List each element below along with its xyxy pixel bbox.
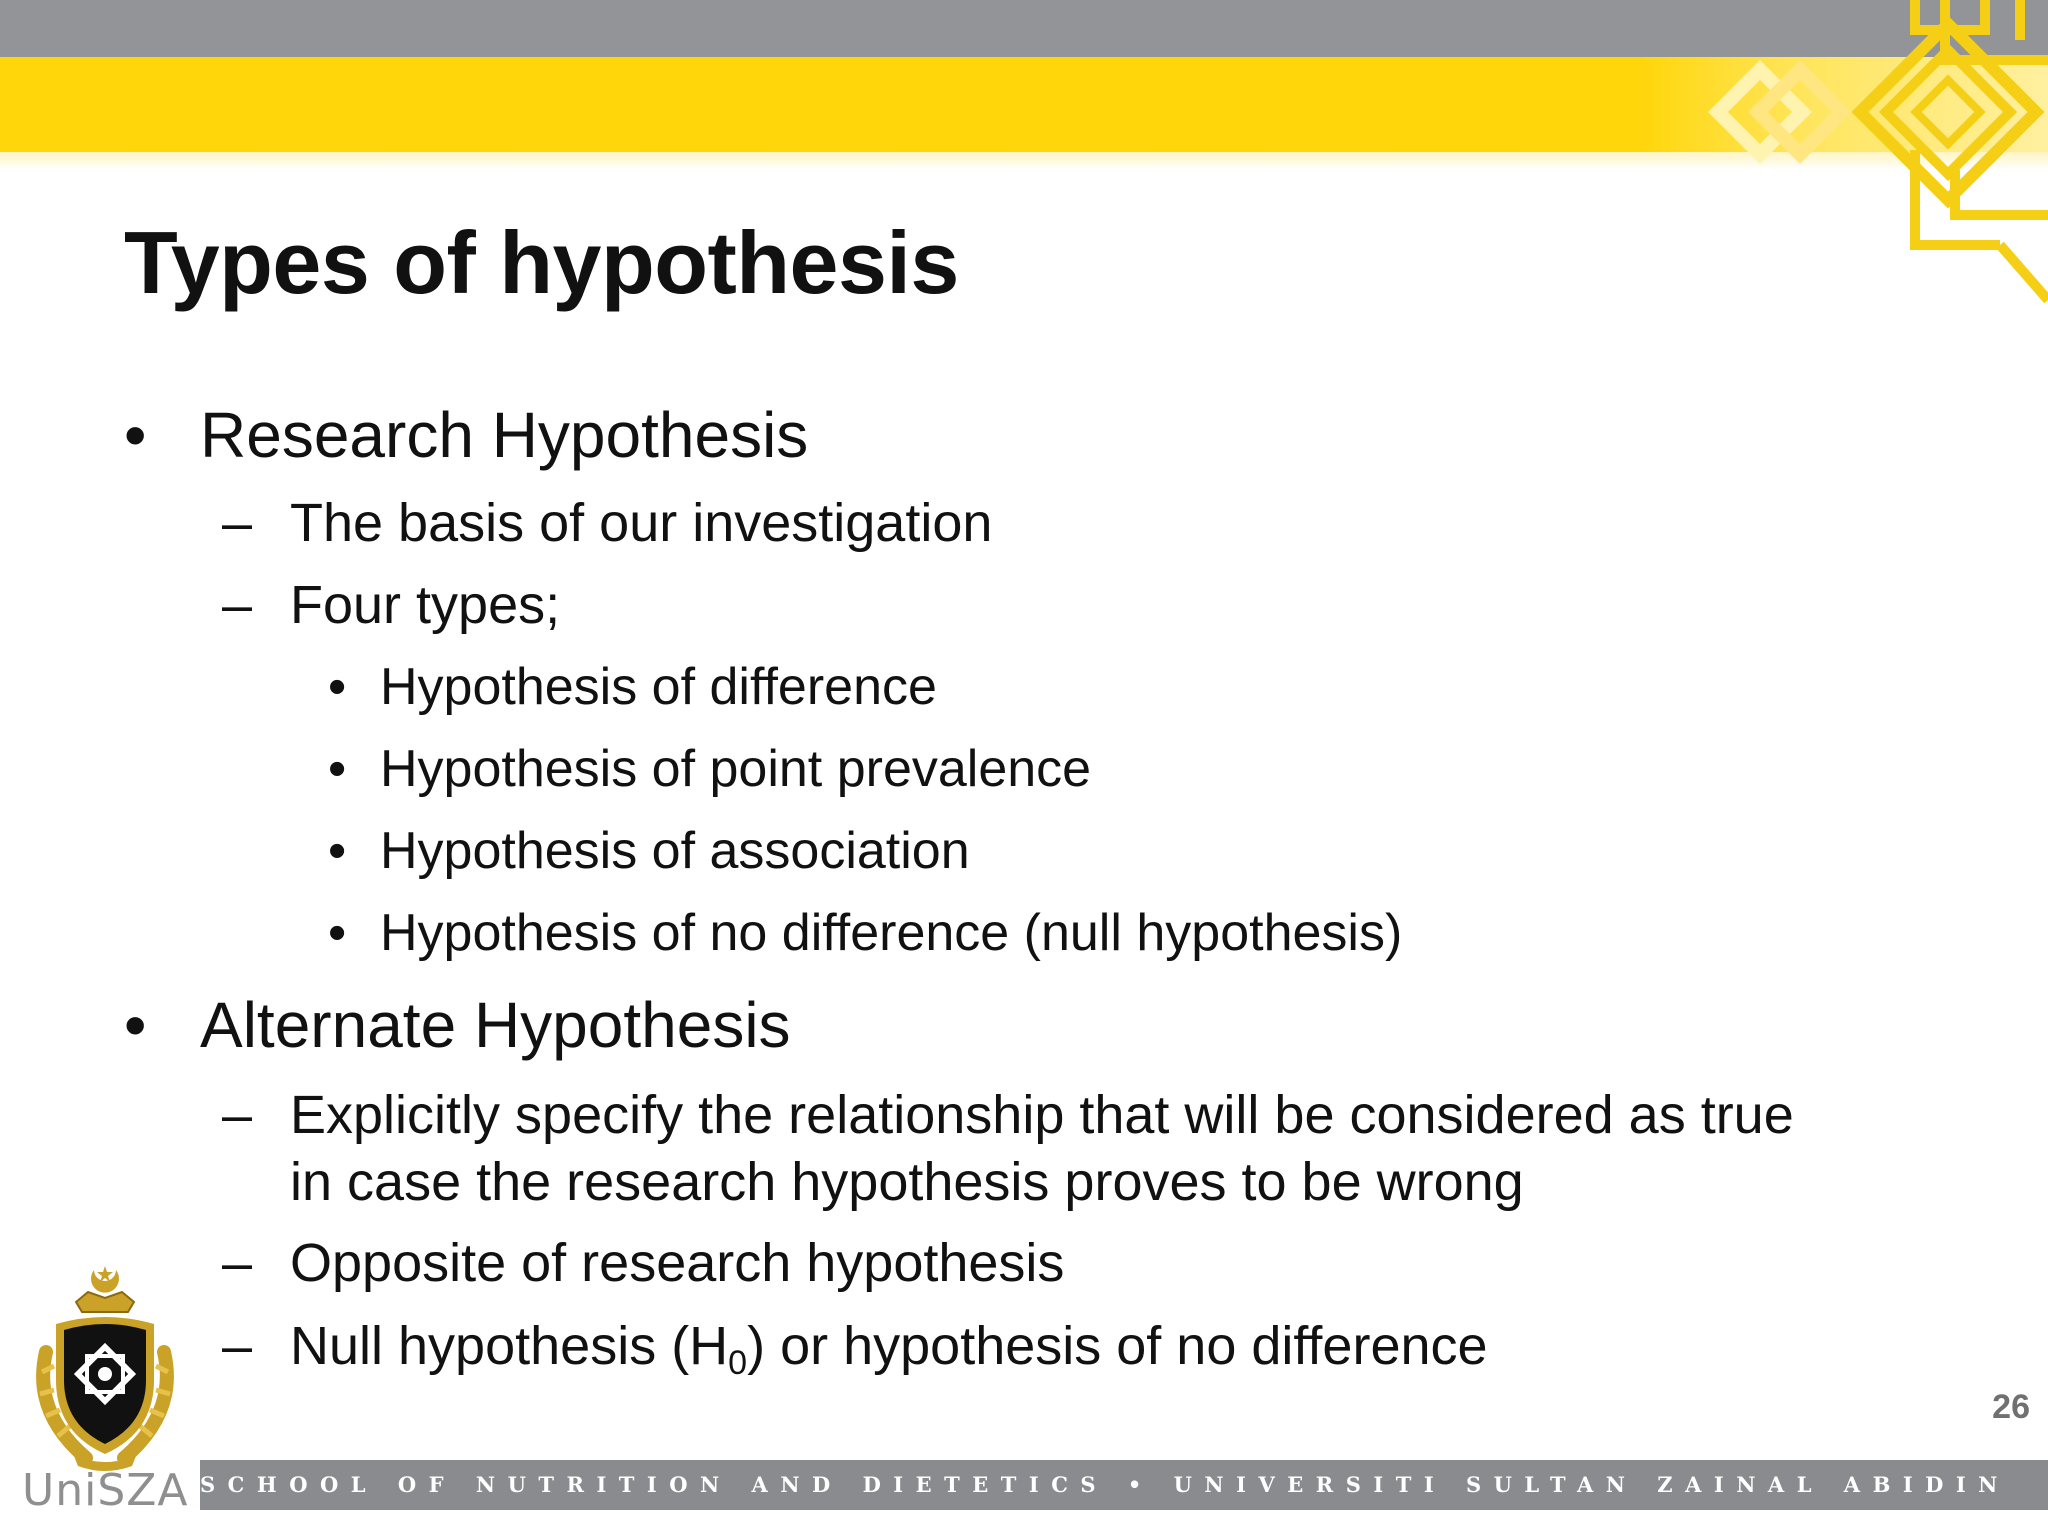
subbullet-explicitly-line1: Explicitly specify the relationship that will be considered as true <box>290 1085 1794 1145</box>
subbullet-null-hypothesis <box>290 1312 1488 1380</box>
dash-marker: – <box>222 493 253 553</box>
type-item-association: Hypothesis of association <box>380 822 970 880</box>
slide-title: Types of hypothesis <box>124 213 959 312</box>
subbullet-opposite: Opposite of research hypothesis <box>290 1233 1065 1293</box>
type-item-no-difference: Hypothesis of no difference (null hypothesis) <box>380 904 1403 962</box>
null-text-after: ) or hypothesis of no difference <box>747 1316 1488 1376</box>
type-item-point-prevalence: Hypothesis of point prevalence <box>380 740 1092 798</box>
bullet-alternate-hypothesis: Alternate Hypothesis <box>200 989 791 1061</box>
null-subscript: 0 <box>728 1344 748 1382</box>
bullet-marker: • <box>328 658 347 716</box>
bullet-marker: • <box>124 399 147 471</box>
subbullet-explicitly-line2: in case the research hypothesis proves to be wrong <box>290 1152 1524 1212</box>
type-item-difference: Hypothesis of difference <box>380 658 937 716</box>
subbullet-four-types: Four types; <box>290 575 561 635</box>
unisza-logo-text: UniSZA <box>22 1465 189 1516</box>
bullet-research-hypothesis: Research Hypothesis <box>200 399 809 471</box>
footer-text: SCHOOL OF NUTRITION AND DIETETICS • UNIVERSITI SULTAN ZAINAL ABIDIN <box>200 1472 2010 1497</box>
bullet-marker: • <box>328 822 347 880</box>
dash-marker: – <box>222 1085 253 1145</box>
dash-marker: – <box>222 575 253 635</box>
bullet-marker: • <box>328 740 347 798</box>
university-crest-icon <box>24 1262 186 1472</box>
dash-marker: – <box>222 1233 253 1293</box>
dash-marker: – <box>222 1316 253 1376</box>
yellow-diamond-ornament-icon <box>1700 0 2048 310</box>
null-text-before: Null hypothesis (H <box>290 1316 729 1376</box>
bullet-marker: • <box>328 904 347 962</box>
subbullet-basis: The basis of our investigation <box>290 493 993 553</box>
page-number: 26 <box>1992 1388 2030 1426</box>
bullet-marker: • <box>124 989 147 1061</box>
